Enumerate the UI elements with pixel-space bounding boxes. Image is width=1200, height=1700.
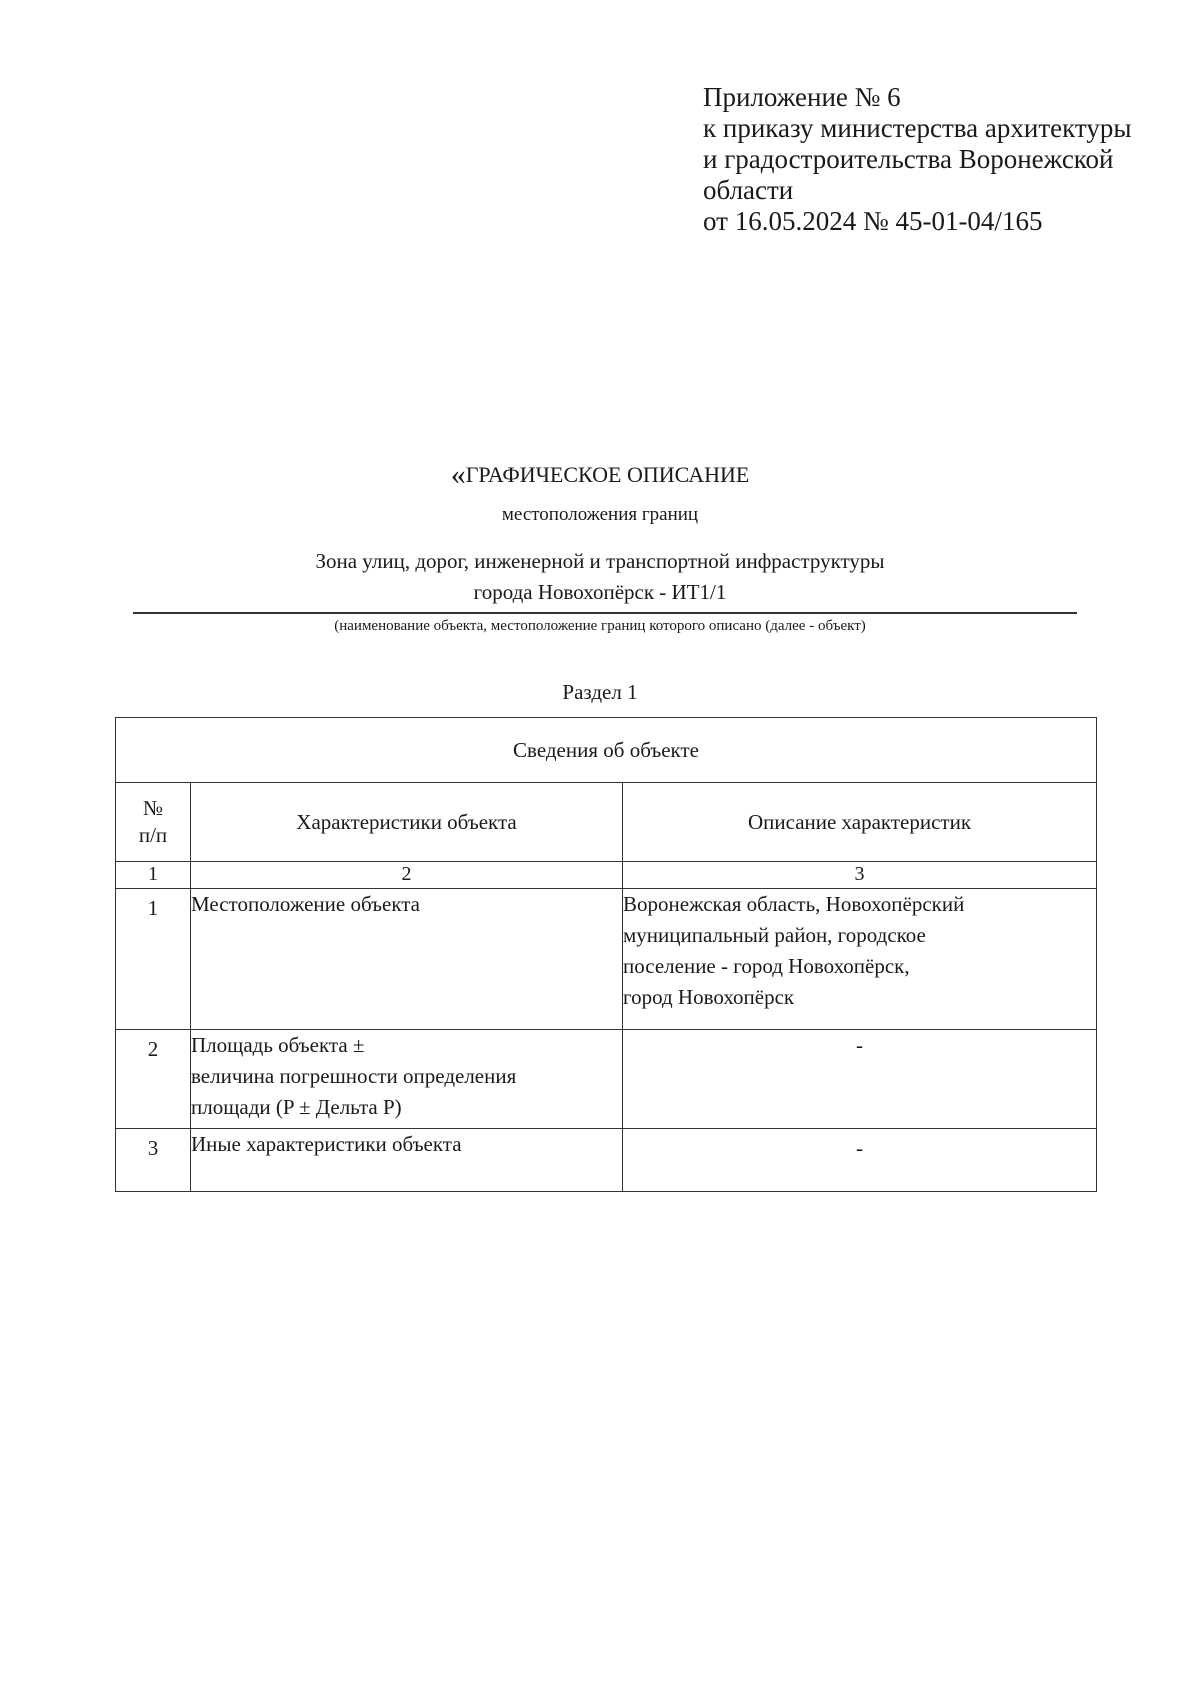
document-subtitle: местоположения границ — [501, 504, 699, 525]
table-header-row — [116, 783, 1097, 862]
column-number: 3 — [623, 862, 1097, 889]
row-description — [623, 889, 1097, 1030]
row-number-text: 2 — [147, 1037, 159, 1061]
header-description: Описание характеристик — [623, 783, 1097, 862]
table-row — [116, 1129, 1097, 1192]
table-caption: Сведения об объекте — [116, 718, 1097, 783]
cell-line: муниципальный район, городское — [623, 923, 926, 947]
appendix-line: области — [703, 175, 794, 205]
appendix-line: Приложение № 6 — [703, 82, 901, 112]
column-number-row — [116, 862, 1097, 889]
header-num-symbol: № — [142, 796, 164, 820]
title-quote-mark: « — [450, 458, 466, 491]
cell-line: Местоположение объекта — [191, 892, 421, 916]
column-number: 2 — [191, 862, 623, 889]
document-title — [0, 458, 1200, 492]
cell-line: Воронежская область, Новохопёрский — [623, 892, 965, 916]
section-heading: Раздел 1 — [562, 680, 638, 704]
row-description: - — [623, 1129, 1097, 1192]
object-name-line: Зона улиц, дорог, инженерной и транспортной инфраструктуры — [315, 549, 885, 573]
row-number — [116, 1129, 191, 1192]
title-text: ГРАФИЧЕСКОЕ ОПИСАНИЕ — [465, 462, 750, 487]
row-characteristic — [191, 889, 623, 1030]
column-number: 1 — [116, 862, 191, 889]
header-characteristic: Характеристики объекта — [191, 783, 623, 862]
row-number — [116, 889, 191, 1030]
object-info-table — [115, 717, 1097, 1192]
table-row — [116, 889, 1097, 1030]
appendix-line: к приказу министерства архитектуры — [703, 113, 1132, 143]
row-number-text: 3 — [147, 1136, 159, 1160]
cell-line: площади (P ± Дельта P) — [191, 1095, 402, 1119]
row-number-text: 1 — [147, 896, 159, 920]
cell-line: величина погрешности определения — [191, 1064, 517, 1088]
appendix-line: и градостроительства Воронежской — [703, 144, 1114, 174]
cell-line: Площадь объекта ± — [191, 1033, 365, 1057]
object-name-line: города Новохопёрск - ИТ1/1 — [473, 580, 727, 604]
cell-line: Иные характеристики объекта — [191, 1132, 462, 1156]
appendix-header — [703, 82, 1173, 237]
cell-line: поселение - город Новохопёрск, — [623, 954, 910, 978]
row-characteristic — [191, 1030, 623, 1129]
header-num-abbr: п/п — [138, 823, 168, 847]
object-name-caption: (наименование объекта, местоположение границ которого описано (далее - объект) — [334, 618, 866, 634]
table-row — [116, 1030, 1097, 1129]
object-name-underline — [133, 612, 1077, 614]
row-description: - — [623, 1030, 1097, 1129]
row-characteristic — [191, 1129, 623, 1192]
cell-line: город Новохопёрск — [623, 985, 795, 1009]
appendix-line: от 16.05.2024 № 45-01-04/165 — [703, 206, 1043, 236]
object-name — [0, 546, 1200, 608]
row-number — [116, 1030, 191, 1129]
header-num — [116, 783, 191, 862]
